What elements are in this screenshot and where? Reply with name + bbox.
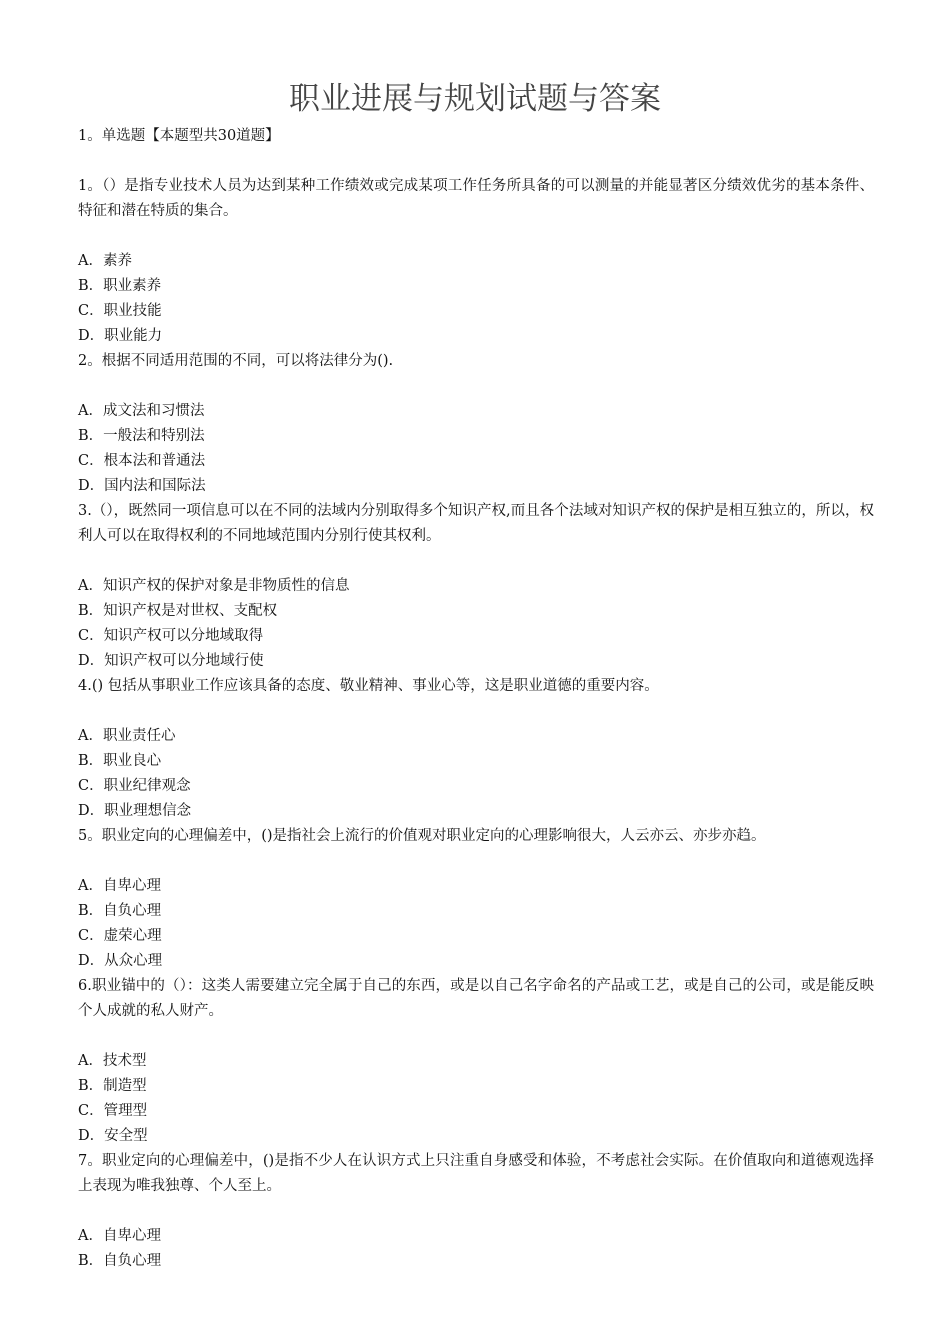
option-letter: A． bbox=[78, 728, 103, 744]
option-text: 虚荣心理 bbox=[103, 928, 162, 944]
question-text: 6.职业锚中的（）：这类人需要建立完全属于自己的东西，或是以自己名字命名的产品或工艺，或是自己的公司，或是能反映个人成就的私人财产。 bbox=[78, 978, 874, 1019]
option-letter: D． bbox=[78, 953, 105, 969]
option-text: 根本法和普通法 bbox=[103, 453, 206, 469]
option-text: 管理型 bbox=[103, 1103, 148, 1119]
option-text: 知识产权的保护对象是非物质性的信息 bbox=[102, 578, 350, 594]
option-letter: B． bbox=[78, 903, 104, 919]
option-c bbox=[78, 774, 874, 799]
question-text: 5。职业定向的心理偏差中，()是指社会上流行的价值观对职业定向的心理影响很大，人云亦云、亦步亦趋。 bbox=[78, 828, 766, 844]
option-c bbox=[78, 624, 874, 649]
option-letter: B． bbox=[78, 278, 104, 294]
option-letter: D． bbox=[78, 653, 105, 669]
option-a bbox=[78, 874, 874, 899]
option-text: 制造型 bbox=[103, 1078, 147, 1094]
option-letter: D． bbox=[78, 803, 105, 819]
option-c bbox=[78, 1099, 874, 1124]
option-a bbox=[78, 399, 874, 424]
option-text: 职业责任心 bbox=[102, 728, 176, 744]
option-text: 素养 bbox=[102, 253, 132, 269]
option-b bbox=[78, 1074, 874, 1099]
option-letter: A． bbox=[78, 403, 103, 419]
question-item bbox=[78, 349, 874, 499]
option-text: 知识产权是对世权、支配权 bbox=[103, 603, 278, 619]
option-b bbox=[78, 274, 874, 299]
option-d bbox=[78, 949, 874, 974]
option-text: 安全型 bbox=[104, 1128, 148, 1144]
option-letter: C． bbox=[78, 1103, 104, 1119]
option-a bbox=[78, 574, 874, 599]
option-a bbox=[78, 249, 874, 274]
question-text: 3.（），既然同一项信息可以在不同的法域内分别取得多个知识产权,而且各个法域对知识产权的保护是相互独立的，所以，权利人可以在取得权利的不同地域范围内分别行使其权利。 bbox=[78, 503, 874, 544]
option-text: 从众心理 bbox=[104, 953, 163, 969]
option-d bbox=[78, 799, 874, 824]
option-letter: C． bbox=[78, 453, 104, 469]
question-item bbox=[78, 174, 874, 349]
option-c bbox=[78, 449, 874, 474]
option-a bbox=[78, 1049, 874, 1074]
option-text: 自卑心理 bbox=[102, 878, 161, 894]
option-letter: A． bbox=[78, 878, 103, 894]
option-text: 成文法和习惯法 bbox=[102, 403, 205, 419]
option-text: 知识产权可以分地域行使 bbox=[104, 653, 264, 669]
question-text: 1。（）是指专业技术人员为达到某种工作绩效或完成某项工作任务所具备的可以测量的并能显著区分绩效优劣的基本条件、特征和潜在特质的集合。 bbox=[78, 178, 874, 219]
option-letter: A． bbox=[78, 1053, 103, 1069]
option-text: 技术型 bbox=[102, 1053, 147, 1069]
option-letter: C． bbox=[78, 778, 104, 794]
option-c bbox=[78, 924, 874, 949]
question-item bbox=[78, 974, 874, 1149]
option-d bbox=[78, 649, 874, 674]
option-text: 职业技能 bbox=[103, 303, 162, 319]
question-text: 7。职业定向的心理偏差中，()是指不少人在认识方式上只注重自身感受和体验，不考虑社会实际。在价值取向和道德观选择上表现为唯我独尊、个人至上。 bbox=[78, 1153, 874, 1194]
option-letter: A． bbox=[78, 1228, 103, 1244]
option-text: 职业理想信念 bbox=[104, 803, 192, 819]
option-letter: D． bbox=[78, 1128, 105, 1144]
question-item bbox=[78, 674, 874, 824]
option-b bbox=[78, 424, 874, 449]
option-text: 职业能力 bbox=[104, 328, 163, 344]
option-letter: B． bbox=[78, 603, 104, 619]
option-text: 知识产权可以分地域取得 bbox=[103, 628, 264, 644]
option-a bbox=[78, 1224, 874, 1249]
option-c bbox=[78, 299, 874, 324]
document-title: 职业进展与规划试题与答案 bbox=[289, 81, 661, 117]
option-letter: C． bbox=[78, 628, 104, 644]
option-text: 职业良心 bbox=[103, 753, 162, 769]
option-letter: A． bbox=[78, 253, 103, 269]
option-letter: D． bbox=[78, 328, 105, 344]
option-letter: B． bbox=[78, 1253, 104, 1269]
option-a bbox=[78, 724, 874, 749]
question-text: 2。根据不同适用范围的不同，可以将法律分为(). bbox=[78, 353, 394, 369]
option-letter: C． bbox=[78, 928, 104, 944]
option-b bbox=[78, 899, 874, 924]
option-text: 职业素养 bbox=[103, 278, 162, 294]
option-letter: D． bbox=[78, 478, 105, 494]
question-item bbox=[78, 824, 874, 974]
option-b bbox=[78, 599, 874, 624]
option-letter: C． bbox=[78, 303, 104, 319]
option-d bbox=[78, 324, 874, 349]
option-letter: A． bbox=[78, 578, 103, 594]
question-item bbox=[78, 1149, 874, 1274]
option-letter: B． bbox=[78, 428, 104, 444]
option-text: 职业纪律观念 bbox=[103, 778, 191, 794]
option-text: 自卑心理 bbox=[102, 1228, 161, 1244]
question-item bbox=[78, 499, 874, 674]
option-d bbox=[78, 474, 874, 499]
question-list bbox=[78, 174, 874, 1274]
option-letter: B． bbox=[78, 1078, 104, 1094]
option-letter: B． bbox=[78, 753, 104, 769]
option-b bbox=[78, 1249, 874, 1274]
option-b bbox=[78, 749, 874, 774]
option-text: 自负心理 bbox=[103, 903, 162, 919]
option-text: 国内法和国际法 bbox=[104, 478, 206, 494]
question-text: 4.() 包括从事职业工作应该具备的态度、敬业精神、事业心等，这是职业道德的重要内容。 bbox=[78, 678, 659, 694]
option-text: 自负心理 bbox=[103, 1253, 162, 1269]
option-text: 一般法和特别法 bbox=[103, 428, 205, 444]
section-heading: 1。单选题【本题型共30道题】 bbox=[78, 128, 280, 144]
option-d bbox=[78, 1124, 874, 1149]
